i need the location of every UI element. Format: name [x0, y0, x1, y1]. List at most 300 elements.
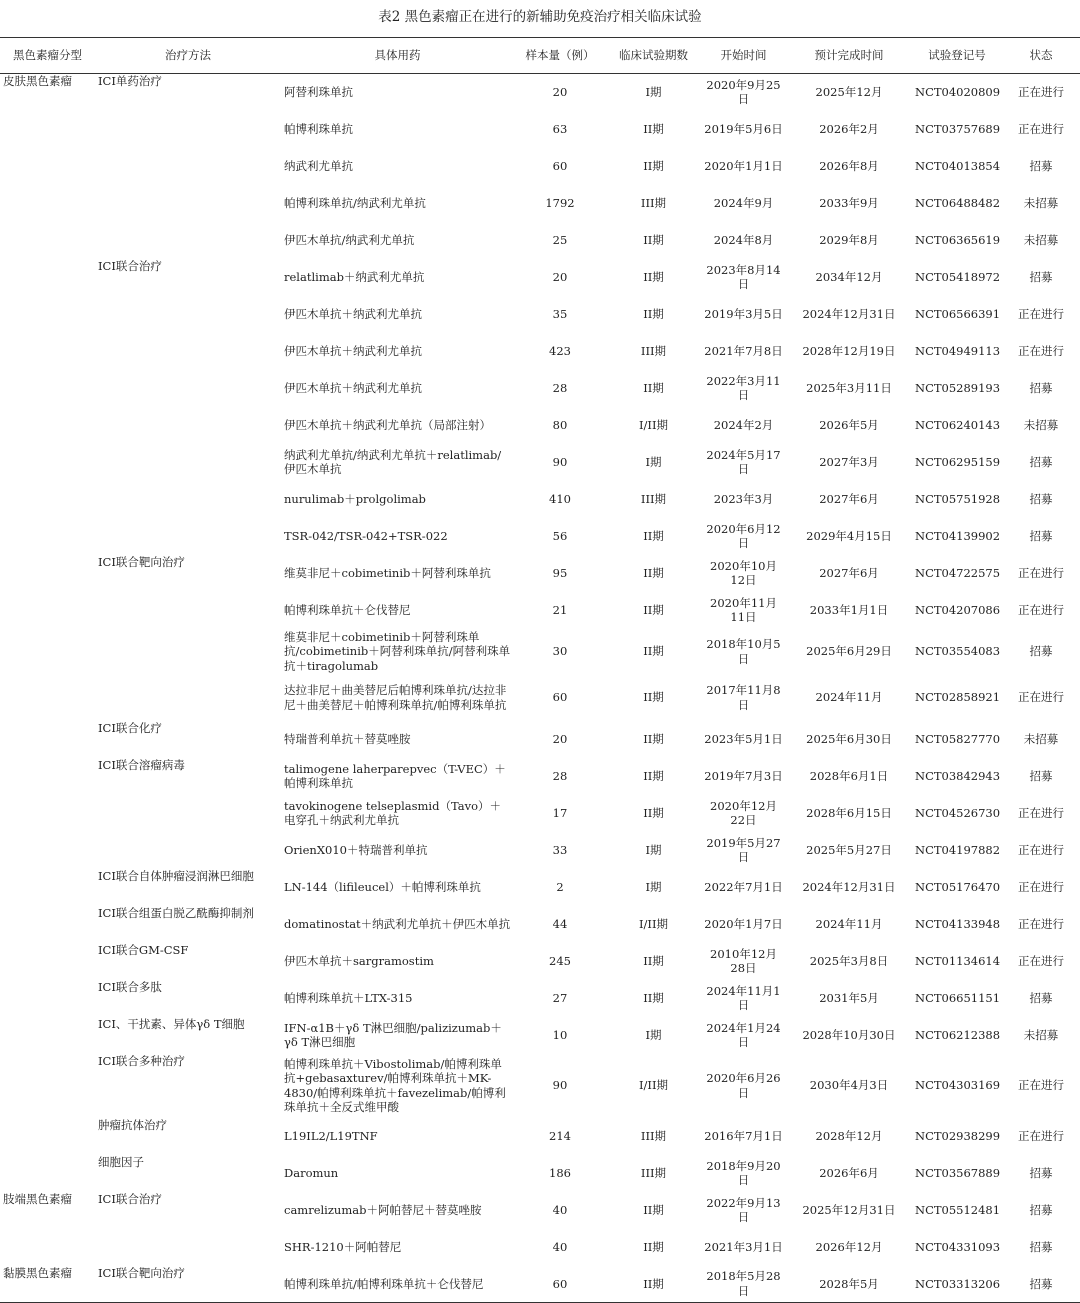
cell-sample-size: 60 [552, 158, 568, 173]
cell-start-date: 2024年2月 [713, 417, 774, 432]
cell-registry-id: NCT04139902 [915, 528, 1001, 543]
col-id-header: 试验登记号 [912, 38, 1002, 74]
cell-status: 招募 [1029, 158, 1053, 173]
cell-end-date: 2025年6月30日 [806, 731, 892, 746]
cell-end-date: 2025年12月31日 [802, 1202, 896, 1217]
cell-start-date: 2019年3月5日 [704, 306, 783, 321]
cell-sample-size: 17 [552, 805, 568, 820]
col-type-header: 黑色素瘤分型 [0, 38, 95, 74]
cell-drug: LN-144（lifileucel）＋帕博利珠单抗 [284, 879, 481, 894]
cell-status: 未招募 [1023, 232, 1059, 247]
cell-type [0, 407, 95, 444]
cell-drug: 帕博利珠单抗＋Vibostolimab/帕博利珠单抗+gebasaxturev/帕博利珠单抗＋MK-4830/帕博利珠单抗＋favezelimab/帕博利珠单抗＋全反式维甲酸 [284, 1056, 506, 1114]
cell-start-date: 2020年1月7日 [704, 916, 783, 931]
cell-type [0, 1054, 95, 1118]
cell-method: ICI单药治疗 [98, 74, 162, 88]
cell-start-date: 2020年10月12日 [710, 558, 777, 587]
cell-drug: 伊匹木单抗＋纳武利尤单抗（局部注射） [284, 417, 491, 432]
cell-registry-id: NCT02858921 [915, 690, 1001, 705]
cell-type [0, 333, 95, 370]
cell-end-date: 2029年8月 [819, 232, 879, 247]
cell-registry-id: NCT06488482 [915, 195, 1001, 210]
cell-start-date: 2024年8月 [713, 232, 774, 247]
table-row [0, 675, 1080, 721]
cell-phase: I/II期 [638, 417, 668, 432]
cell-type [0, 943, 95, 980]
cell-sample-size: 90 [552, 1078, 568, 1093]
cell-registry-id: NCT05289193 [915, 380, 1001, 395]
cell-type [0, 555, 95, 592]
cell-end-date: 2025年3月11日 [806, 380, 892, 395]
cell-sample-size: 35 [552, 306, 568, 321]
cell-start-date: 2024年9月 [713, 195, 774, 210]
cell-registry-id: NCT04303169 [915, 1078, 1001, 1093]
cell-start-date: 2019年5月6日 [704, 121, 783, 136]
cell-method [95, 333, 281, 370]
cell-registry-id: NCT05512481 [915, 1202, 1001, 1217]
cell-phase: III期 [640, 1128, 667, 1143]
cell-status: 正在进行 [1018, 565, 1064, 580]
cell-drug: TSR-042/TSR-042+TSR-022 [284, 528, 448, 543]
cell-drug: 达拉非尼＋曲美替尼后帕博利珠单抗/达拉非尼＋曲美替尼＋帕博利珠单抗/帕博利珠单抗 [284, 683, 507, 712]
cell-phase: II期 [643, 768, 664, 783]
cell-phase: II期 [643, 690, 664, 705]
cell-registry-id: NCT06295159 [915, 454, 1001, 469]
cell-type [0, 444, 95, 481]
table-row [0, 481, 1080, 518]
cell-sample-size: 40 [552, 1202, 568, 1217]
cell-type [0, 481, 95, 518]
cell-end-date: 2024年11月 [815, 916, 883, 931]
table-row [0, 185, 1080, 222]
cell-method: ICI联合化疗 [98, 720, 162, 735]
cell-status: 招募 [1029, 1202, 1053, 1217]
cell-type [0, 980, 95, 1017]
table-title: 表2 黑色素瘤正在进行的新辅助免疫治疗相关临床试验 [378, 9, 702, 25]
cell-registry-id: NCT04020809 [915, 85, 1001, 99]
cell-method: ICI联合自体肿瘤浸润淋巴细胞 [98, 868, 254, 883]
table-row [0, 1017, 1080, 1054]
cell-status: 正在进行 [1018, 1128, 1064, 1143]
cell-status: 招募 [1002, 1266, 1080, 1303]
cell-registry-id: NCT04207086 [915, 602, 1001, 617]
table-row [0, 148, 1080, 185]
cell-method: ICI联合GM-CSF [98, 942, 189, 957]
cell-start-date: 2024年11月1日 [706, 983, 781, 1012]
cell-drug: 纳武利尤单抗/纳武利尤单抗＋relatlimab/伊匹木单抗 [284, 447, 502, 476]
cell-status: 正在进行 [1018, 343, 1064, 358]
cell-end-date: 2028年5月 [786, 1266, 912, 1303]
cell-drug: SHR-1210＋阿帕替尼 [284, 1239, 402, 1254]
cell-drug: 帕博利珠单抗/帕博利珠单抗＋仑伐替尼 [281, 1266, 514, 1303]
cell-phase: III期 [640, 1165, 667, 1180]
cell-end-date: 2026年8月 [819, 158, 879, 173]
table-row [0, 943, 1080, 980]
cell-status: 招募 [1029, 768, 1053, 783]
table-row [0, 869, 1080, 906]
cell-type [0, 296, 95, 333]
cell-drug: domatinostat＋纳武利尤单抗＋伊匹木单抗 [284, 916, 511, 931]
cell-phase: II期 [643, 644, 664, 659]
cell-status: 未招募 [1023, 195, 1059, 210]
cell-type [0, 148, 95, 185]
cell-registry-id: NCT04526730 [915, 805, 1001, 820]
cell-phase: II期 [643, 306, 664, 321]
cell-status: 未招募 [1023, 417, 1059, 432]
cell-registry-id: NCT05827770 [915, 731, 1001, 746]
table-row [0, 832, 1080, 869]
cell-registry-id: NCT04331093 [915, 1239, 1001, 1254]
cell-sample-size: 56 [552, 528, 568, 543]
cell-start-date: 2018年10月5日 [706, 637, 781, 666]
cell-end-date: 2027年3月 [819, 454, 879, 469]
table-row [0, 74, 1080, 111]
cell-drug: Daromun [284, 1165, 339, 1180]
cell-phase: II期 [643, 805, 664, 820]
cell-phase: II期 [643, 528, 664, 543]
cell-end-date: 2034年12月 [815, 269, 883, 284]
cell-start-date: 2022年3月11日 [706, 373, 781, 402]
cell-end-date: 2028年6月1日 [809, 768, 889, 783]
table-row [0, 592, 1080, 629]
cell-end-date: 2030年4月3日 [809, 1078, 889, 1093]
cell-phase: II期 [643, 565, 664, 580]
cell-registry-id: NCT03313206 [912, 1266, 1002, 1303]
cell-sample-size: 410 [549, 491, 571, 506]
cell-sample-size: 90 [552, 454, 568, 469]
cell-registry-id: NCT03567889 [915, 1165, 1001, 1180]
cell-method [95, 222, 281, 259]
cell-phase: I期 [645, 879, 662, 894]
cell-phase: II期 [643, 953, 664, 968]
cell-status: 未招募 [1023, 731, 1059, 746]
cell-status: 招募 [1029, 491, 1053, 506]
cell-drug: 帕博利珠单抗 [284, 121, 353, 136]
cell-type [0, 518, 95, 555]
col-end-header: 预计完成时间 [786, 38, 912, 74]
cell-status: 未招募 [1023, 1027, 1059, 1042]
table-row [0, 758, 1080, 795]
cell-end-date: 2028年12月19日 [802, 343, 896, 358]
cell-start-date: 2016年7月1日 [704, 1128, 783, 1143]
table-row [0, 1266, 1080, 1303]
table-row [0, 1192, 1080, 1229]
cell-phase: III期 [640, 343, 667, 358]
cell-phase: III期 [640, 195, 667, 210]
cell-end-date: 2033年1月1日 [809, 602, 889, 617]
cell-status: 招募 [1029, 644, 1053, 659]
cell-start-date: 2022年7月1日 [704, 879, 783, 894]
col-start-header: 开始时间 [701, 38, 786, 74]
cell-type: 肢端黑色素瘤 [3, 1191, 72, 1206]
cell-start-date: 2019年5月27日 [706, 835, 781, 864]
table-row [0, 906, 1080, 943]
cell-method: 细胞因子 [98, 1154, 144, 1169]
table-row [0, 518, 1080, 555]
table-row [0, 296, 1080, 333]
cell-phase: I期 [645, 1027, 662, 1042]
cell-drug: 阿替利珠单抗 [284, 85, 353, 99]
cell-registry-id: NCT03554083 [915, 644, 1001, 659]
cell-end-date: 2028年6月15日 [806, 805, 892, 820]
cell-registry-id: NCT02938299 [915, 1128, 1001, 1143]
cell-start-date: 2017年11月8日 [706, 683, 781, 712]
cell-type [0, 795, 95, 832]
table-row [0, 333, 1080, 370]
cell-method [95, 675, 281, 721]
cell-sample-size: 27 [552, 990, 568, 1005]
cell-drug: 帕博利珠单抗＋仑伐替尼 [284, 602, 411, 617]
cell-type: 黏膜黑色素瘤 [0, 1266, 95, 1303]
cell-method [95, 111, 281, 148]
cell-end-date: 2026年5月 [819, 417, 879, 432]
cell-type: 皮肤黑色素瘤 [3, 74, 72, 88]
cell-phase: II期 [643, 602, 664, 617]
cell-start-date: 2020年6月26日 [706, 1071, 781, 1100]
cell-sample-size: 60 [514, 1266, 606, 1303]
cell-drug: 伊匹木单抗＋sargramostim [284, 953, 434, 968]
cell-type [0, 370, 95, 407]
cell-method [95, 481, 281, 518]
cell-sample-size: 63 [552, 121, 568, 136]
clinical-trials-table [0, 37, 1080, 1303]
cell-method: ICI联合多肽 [98, 979, 162, 994]
cell-end-date: 2031年5月 [819, 990, 879, 1005]
cell-type [0, 675, 95, 721]
cell-status: 招募 [1029, 1165, 1053, 1180]
cell-method: ICI联合治疗 [98, 1191, 162, 1206]
cell-start-date: 2018年9月20日 [706, 1158, 781, 1187]
table-row [0, 259, 1080, 296]
cell-end-date: 2025年5月27日 [806, 842, 892, 857]
cell-status: 正在进行 [1018, 879, 1064, 894]
cell-start-date: 2018年5月28日 [701, 1266, 786, 1303]
cell-phase: I/II期 [638, 916, 668, 931]
cell-phase: II期 [643, 121, 664, 136]
cell-sample-size: 40 [552, 1239, 568, 1254]
cell-end-date: 2024年11月 [815, 690, 883, 705]
cell-registry-id: NCT01134614 [915, 953, 1001, 968]
cell-phase: II期 [643, 269, 664, 284]
cell-registry-id: NCT05751928 [915, 491, 1001, 506]
cell-status: 招募 [1029, 1239, 1053, 1254]
table-row [0, 980, 1080, 1017]
cell-phase: II期 [643, 380, 664, 395]
cell-sample-size: 423 [549, 343, 571, 358]
cell-method [95, 832, 281, 869]
cell-sample-size: 2 [556, 879, 564, 894]
cell-registry-id: NCT03842943 [915, 768, 1001, 783]
cell-status: 招募 [1029, 528, 1053, 543]
cell-sample-size: 20 [552, 269, 568, 284]
cell-status: 正在进行 [1018, 805, 1064, 820]
cell-start-date: 2021年3月1日 [704, 1239, 783, 1254]
cell-type [0, 1229, 95, 1266]
cell-method [95, 370, 281, 407]
table-row [0, 1054, 1080, 1118]
cell-type [0, 185, 95, 222]
cell-registry-id: NCT04949113 [915, 343, 1001, 358]
cell-phase: I期 [645, 842, 662, 857]
cell-start-date: 2023年5月1日 [704, 731, 783, 746]
cell-drug: camrelizumab＋阿帕替尼＋替莫唑胺 [284, 1202, 482, 1217]
cell-sample-size: 25 [552, 232, 568, 247]
cell-method [95, 444, 281, 481]
cell-drug: 伊匹木单抗＋纳武利尤单抗 [284, 343, 422, 358]
cell-sample-size: 28 [552, 768, 568, 783]
table-row [0, 444, 1080, 481]
cell-type [0, 721, 95, 758]
cell-sample-size: 20 [552, 731, 568, 746]
cell-method [95, 1229, 281, 1266]
col-sample-header: 样本量（例） [514, 38, 606, 74]
cell-phase: II期 [643, 1239, 664, 1254]
cell-start-date: 2020年6月12日 [706, 521, 781, 550]
cell-method: ICI联合组蛋白脱乙酰酶抑制剂 [98, 905, 254, 920]
cell-end-date: 2026年6月 [819, 1165, 879, 1180]
cell-status: 正在进行 [1018, 842, 1064, 857]
table-row [0, 555, 1080, 592]
cell-sample-size: 245 [549, 953, 571, 968]
col-status-header: 状态 [1002, 38, 1080, 74]
cell-end-date: 2028年10月30日 [802, 1027, 896, 1042]
cell-sample-size: 44 [552, 916, 568, 931]
cell-phase: I期 [645, 85, 662, 99]
cell-method [95, 592, 281, 629]
cell-method [95, 518, 281, 555]
cell-type [0, 629, 95, 675]
cell-registry-id: NCT05176470 [915, 879, 1001, 894]
cell-type [0, 222, 95, 259]
cell-sample-size: 20 [552, 85, 568, 99]
table-row [0, 222, 1080, 259]
cell-status: 正在进行 [1018, 121, 1064, 136]
cell-start-date: 2023年3月 [713, 491, 774, 506]
col-drug-header: 具体用药 [281, 38, 514, 74]
cell-sample-size: 214 [549, 1128, 571, 1143]
cell-status: 招募 [1029, 380, 1053, 395]
cell-status: 招募 [1029, 454, 1053, 469]
cell-registry-id: NCT06566391 [915, 306, 1001, 321]
cell-end-date: 2025年3月8日 [809, 953, 889, 968]
cell-method: ICI联合靶向治疗 [98, 554, 185, 569]
cell-type [0, 906, 95, 943]
cell-type [0, 1118, 95, 1155]
cell-status: 正在进行 [1018, 1078, 1064, 1093]
cell-type [0, 832, 95, 869]
cell-drug: 帕博利珠单抗/纳武利尤单抗 [284, 195, 426, 210]
cell-start-date: 2021年7月8日 [704, 343, 783, 358]
cell-method [95, 185, 281, 222]
cell-phase: II期 [643, 158, 664, 173]
cell-start-date: 2024年5月17日 [706, 447, 781, 476]
cell-method: ICI联合溶瘤病毒 [98, 757, 185, 772]
cell-end-date: 2027年6月 [819, 491, 879, 506]
cell-type [0, 758, 95, 795]
cell-phase: II期 [643, 731, 664, 746]
cell-type [0, 869, 95, 906]
cell-method [95, 148, 281, 185]
cell-drug: tavokinogene telseplasmid（Tavo）＋电穿孔＋纳武利尤单抗 [284, 798, 502, 827]
cell-drug: nurulimab＋prolgolimab [284, 491, 426, 506]
cell-sample-size: 95 [552, 565, 568, 580]
cell-phase: II期 [643, 990, 664, 1005]
cell-start-date: 2020年1月1日 [704, 158, 783, 173]
cell-sample-size: 10 [552, 1027, 568, 1042]
cell-registry-id: NCT04133948 [915, 916, 1001, 931]
cell-end-date: 2027年6月 [819, 565, 879, 580]
cell-type [0, 259, 95, 296]
cell-status: 正在进行 [1018, 916, 1064, 931]
cell-start-date: 2019年7月3日 [704, 768, 783, 783]
cell-method: ICI、干扰素、异体γδ T细胞 [98, 1016, 245, 1031]
table-row [0, 1118, 1080, 1155]
cell-sample-size: 80 [552, 417, 568, 432]
cell-registry-id: NCT03757689 [915, 121, 1001, 136]
cell-sample-size: 60 [552, 690, 568, 705]
cell-registry-id: NCT06212388 [915, 1027, 1001, 1042]
cell-start-date: 2024年1月24日 [706, 1020, 781, 1049]
cell-phase: III期 [640, 491, 667, 506]
cell-sample-size: 1792 [545, 195, 575, 210]
table-row [0, 370, 1080, 407]
cell-drug: 纳武利尤单抗 [284, 158, 353, 173]
cell-end-date: 2033年9月 [819, 195, 879, 210]
cell-method [95, 629, 281, 675]
cell-drug: 维莫非尼＋cobimetinib＋阿替利珠单抗 [284, 565, 491, 580]
cell-method: 肿瘤抗体治疗 [98, 1117, 167, 1132]
cell-status: 正在进行 [1018, 690, 1064, 705]
table-row [0, 111, 1080, 148]
cell-drug: 伊匹木单抗＋纳武利尤单抗 [284, 306, 422, 321]
cell-drug: L19IL2/L19TNF [284, 1128, 378, 1143]
cell-drug: relatlimab＋纳武利尤单抗 [284, 269, 425, 284]
cell-registry-id: NCT04722575 [915, 565, 1001, 580]
cell-drug: talimogene laherparepvec（T-VEC）＋帕博利珠单抗 [284, 761, 506, 790]
cell-type [0, 1155, 95, 1192]
cell-method [95, 407, 281, 444]
cell-drug: 伊匹木单抗/纳武利尤单抗 [284, 232, 415, 247]
cell-method [95, 795, 281, 832]
cell-status: 正在进行 [1018, 953, 1064, 968]
cell-phase: II期 [643, 1202, 664, 1217]
cell-end-date: 2025年6月29日 [806, 644, 892, 659]
cell-method: ICI联合治疗 [98, 258, 162, 273]
cell-method: ICI联合多种治疗 [98, 1053, 185, 1068]
cell-status: 招募 [1029, 990, 1053, 1005]
cell-registry-id: NCT06240143 [915, 417, 1001, 432]
cell-start-date: 2023年8月14日 [706, 262, 781, 291]
cell-drug: 特瑞普利单抗＋替莫唑胺 [284, 731, 411, 746]
col-method-header: 治疗方法 [95, 38, 281, 74]
table-row [0, 1155, 1080, 1192]
cell-registry-id: NCT06651151 [915, 990, 1001, 1005]
header-row [0, 38, 1080, 74]
cell-registry-id: NCT04013854 [915, 158, 1001, 173]
cell-sample-size: 33 [552, 842, 568, 857]
cell-type [0, 111, 95, 148]
table-row [0, 629, 1080, 675]
cell-end-date: 2024年12月31日 [802, 879, 896, 894]
cell-method [95, 296, 281, 333]
cell-start-date: 2020年9月25日 [706, 77, 781, 107]
cell-status: 正在进行 [1018, 306, 1064, 321]
cell-registry-id: NCT05418972 [915, 269, 1001, 284]
table-row [0, 795, 1080, 832]
cell-sample-size: 30 [552, 644, 568, 659]
cell-end-date: 2025年12月 [815, 85, 883, 99]
cell-start-date: 2020年12月22日 [710, 798, 777, 827]
